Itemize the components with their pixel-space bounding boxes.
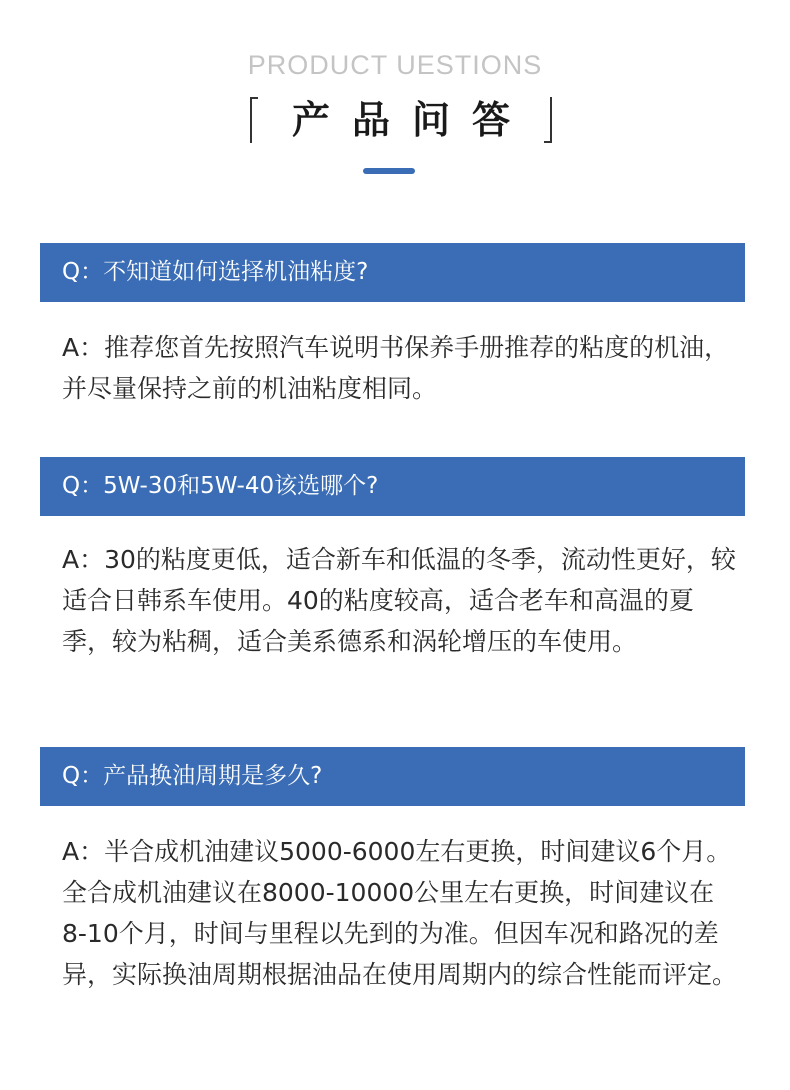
title-underline-accent xyxy=(363,168,415,174)
faq-answer-1: A：推荐您首先按照汽车说明书保养手册推荐的粘度的机油，并尽量保持之前的机油粘度相同。 xyxy=(62,333,730,403)
faq-question-2: Q：5W-30和5W-40该选哪个? xyxy=(40,457,745,516)
faq-question-1: Q：不知道如何选择机油粘度? xyxy=(40,243,745,302)
page-title: 产品问答 xyxy=(291,98,532,142)
faq-question-3: Q：产品换油周期是多久? xyxy=(40,747,745,806)
page-subtitle: PRODUCT UESTIONS xyxy=(247,50,543,80)
page-title-block xyxy=(250,97,552,143)
right-bracket-decoration xyxy=(544,97,552,143)
faq-answer-3: A：半合成机油建议5000-6000左右更换，时间建议6个月。全合成机油建议在8000-10000公里左右更换，时间建议在8-10个月，时间与里程以先到的为准。但因车况和路况的差异，实际换油周期根据油品在使用周期内的综合性能而评定。 xyxy=(62,837,738,989)
faq-answer-2: A：30的粘度更低，适合新车和低温的冬季，流动性更好，较适合日韩系车使用。40的粘度较高，适合老车和高温的夏季，较为粘稠，适合美系德系和涡轮增压的车使用。 xyxy=(62,545,736,656)
